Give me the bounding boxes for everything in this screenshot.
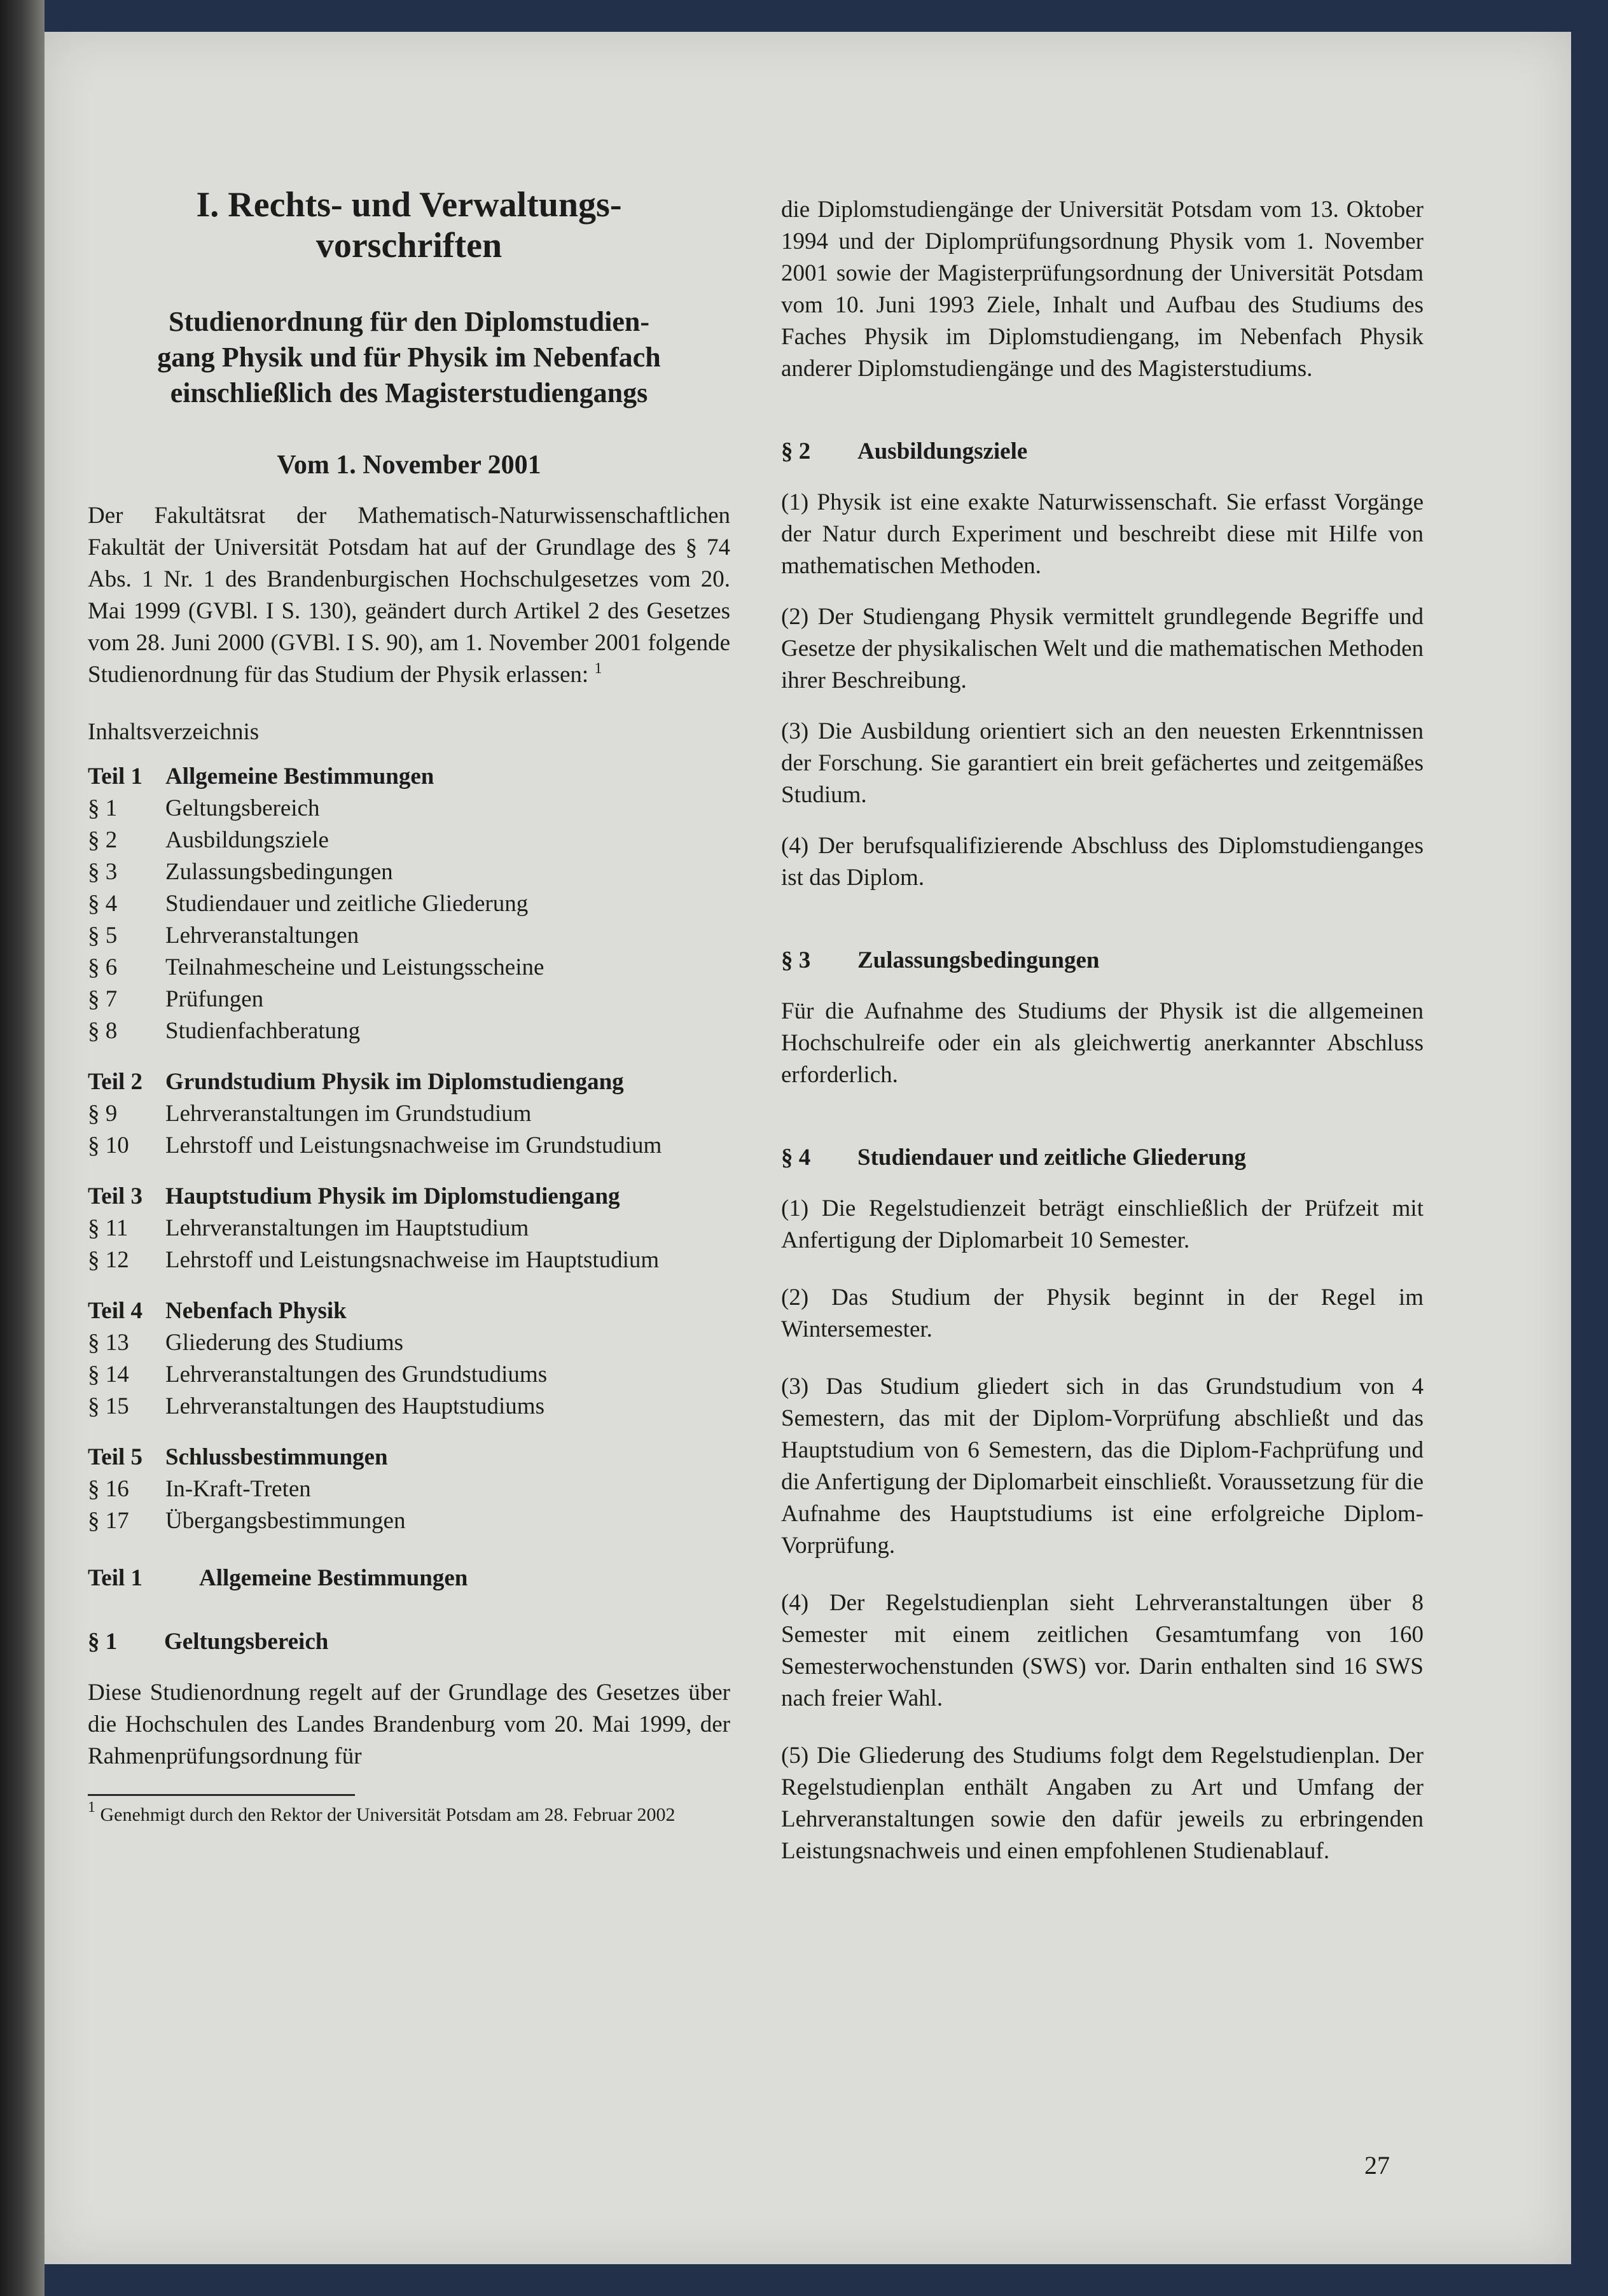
toc-item: § 2 Ausbildungsziele bbox=[88, 827, 329, 853]
title-line1: Studienordnung für den Diplomstudien- bbox=[169, 306, 649, 337]
toc-item: § 9 Lehrveranstaltungen im Grundstudium bbox=[88, 1101, 532, 1127]
toc-group bbox=[88, 1295, 730, 1423]
toc-item: § 16 In-Kraft-Treten bbox=[88, 1476, 311, 1502]
footnote-ref: 1 bbox=[594, 660, 602, 677]
toc-group bbox=[88, 1066, 730, 1162]
toc-item: § 13 Gliederung des Studiums bbox=[88, 1330, 404, 1356]
toc-group bbox=[88, 1181, 730, 1276]
toc-group-num: Teil 1 bbox=[88, 763, 143, 790]
toc-item: § 11 Lehrveranstaltungen im Hauptstudium bbox=[88, 1215, 529, 1241]
section-4-heading: § 4 Studiendauer und zeitliche Gliederung bbox=[781, 1145, 1246, 1171]
title-line2: gang Physik und für Physik im Nebenfach bbox=[157, 342, 661, 373]
toc-item: § 5 Lehrveranstaltungen bbox=[88, 922, 359, 949]
toc-item: § 10 Lehrstoff und Leistungsnachweise im Grundstudium bbox=[88, 1132, 662, 1158]
right-column bbox=[781, 194, 1424, 1867]
toc-group-num: Teil 2 bbox=[88, 1069, 143, 1095]
document-title bbox=[88, 304, 730, 411]
page-number: 27 bbox=[1364, 2151, 1390, 2180]
section-4-para: (5) Die Gliederung des Studiums folgt dem Regelstudienplan. Der Regelstudienplan enthält Angaben zu Art und Umfang der Lehrveranstaltungen sowie den dafür jeweils zu erbringenden Leistungsnachweis und einen empfohlenen Studienablauf. bbox=[781, 1743, 1424, 1864]
toc-title: Inhaltsverzeichnis bbox=[88, 719, 260, 745]
section-2-para: (4) Der berufsqualifizierende Abschluss des Diplomstudienganges ist das Diplom. bbox=[781, 833, 1424, 891]
toc-item: § 17 Übergangsbestimmungen bbox=[88, 1508, 406, 1534]
toc-item: § 4 Studiendauer und zeitliche Gliederung bbox=[88, 891, 529, 917]
section-4-para: (4) Der Regelstudienplan sieht Lehrveranstaltungen über 8 Semester mit einem zeitlichen Gesamtumfang von 160 Semesterwochenstunden (SWS) vor. Darin enthalten sind 16 SWS nach freier Wahl. bbox=[781, 1590, 1424, 1711]
toc-group-title: Nebenfach Physik bbox=[165, 1298, 347, 1324]
toc-group-num: Teil 5 bbox=[88, 1444, 143, 1470]
section-4-para: (1) Die Regelstudienzeit beträgt einschließlich der Prüfzeit mit Anfertigung der Diplomarbeit 10 Semester. bbox=[781, 1195, 1424, 1253]
main-heading bbox=[88, 184, 730, 266]
title-line3: einschließlich des Magisterstudiengangs bbox=[170, 377, 648, 408]
toc-item: § 3 Zulassungsbedingungen bbox=[88, 859, 393, 885]
toc-item: § 15 Lehrveranstaltungen des Hauptstudiums bbox=[88, 1393, 544, 1419]
section-3-text: Für die Aufnahme des Studiums der Physik ist die allgemeinen Hochschulreife oder ein als gleichwertig anerkannter Abschluss erforderlich. bbox=[781, 998, 1424, 1088]
intro-text: Der Fakultätsrat der Mathematisch-Naturwissenschaftlichen Fakultät der Universität Potsdam hat auf der Grundlage des § 74 Abs. 1 Nr. 1 des Brandenburgischen Hochschulgesetzes vom 20. Mai 1999 (GVBl. I S. 130), geändert durch Artikel 2 des Gesetzes vom 28. Juni 2000 (GVBl. I S. 90), am 1. November 2001 folgende Studienordnung für das Studium der Physik erlassen: bbox=[88, 503, 730, 688]
section-1-text: Diese Studienordnung regelt auf der Grundlage des Gesetzes über die Hochschulen des Landes Brandenburg vom 20. Mai 1999, der Rahmenprüfungsordnung für bbox=[88, 1680, 730, 1769]
footnote-number: 1 bbox=[88, 1799, 95, 1816]
section-3-heading: § 3 Zulassungsbedingungen bbox=[781, 947, 1100, 973]
toc-group-title: Allgemeine Bestimmungen bbox=[165, 763, 434, 790]
toc-group bbox=[88, 1442, 730, 1537]
toc-group-num: Teil 4 bbox=[88, 1298, 143, 1324]
toc-group-num: Teil 3 bbox=[88, 1183, 143, 1209]
main-heading-line1: I. Rechts- und Verwaltungs- bbox=[196, 185, 622, 225]
part1-heading: Teil 1 Allgemeine Bestimmungen bbox=[88, 1565, 468, 1591]
book-spine bbox=[0, 0, 45, 2296]
section-2-para: (1) Physik ist eine exakte Naturwissenschaft. Sie erfasst Vorgänge der Natur durch Experiment und beschreibt diese mit Hilfe von mathematischen Methoden. bbox=[781, 489, 1424, 579]
document-date: Vom 1. November 2001 bbox=[277, 450, 541, 480]
toc-item: § 12 Lehrstoff und Leistungsnachweise im Hauptstudium bbox=[88, 1247, 660, 1273]
toc-item: § 6 Teilnahmescheine und Leistungsscheine bbox=[88, 954, 544, 980]
footnote bbox=[88, 1799, 730, 1828]
continuation-paragraph: die Diplomstudiengänge der Universität Potsdam vom 13. Oktober 1994 und der Diplomprüfungsordnung Physik vom 1. November 2001 sowie der Magisterprüfungsordnung der Universität Potsdam vom 10. Juni 1993 Ziele, Inhalt und Aufbau des Studiums des Faches Physik im Diplomstudiengang, im Nebenfach Physik anderer Diplomstudiengänge und des Magisterstudiums. bbox=[781, 197, 1424, 382]
intro-paragraph bbox=[88, 500, 730, 691]
section-2-para: (3) Die Ausbildung orientiert sich an den neuesten Erkenntnissen der Forschung. Sie garantiert ein breit gefächertes und zeitgemäßes Studium. bbox=[781, 718, 1424, 808]
footnote-divider bbox=[88, 1794, 355, 1796]
toc-item: § 7 Prüfungen bbox=[88, 986, 264, 1012]
section-2-para: (2) Der Studiengang Physik vermittelt grundlegende Begriffe und Gesetze der physikalischen Welt und die mathematischen Methoden ihrer Beschreibung. bbox=[781, 604, 1424, 693]
left-column bbox=[88, 184, 730, 1828]
toc-item: § 1 Geltungsbereich bbox=[88, 795, 320, 821]
section-1-heading: § 1 Geltungsbereich bbox=[88, 1629, 329, 1655]
toc-group-title: Hauptstudium Physik im Diplomstudiengang bbox=[165, 1183, 620, 1209]
section-2-heading: § 2 Ausbildungsziele bbox=[781, 438, 1028, 464]
toc-item: § 8 Studienfachberatung bbox=[88, 1018, 361, 1044]
toc-group bbox=[88, 761, 730, 1047]
section-4-para: (2) Das Studium der Physik beginnt in der Regel im Wintersemester. bbox=[781, 1284, 1424, 1342]
toc-group-title: Schlussbestimmungen bbox=[165, 1444, 388, 1470]
footnote-text: Genehmigt durch den Rektor der Universität Potsdam am 28. Februar 2002 bbox=[100, 1804, 676, 1825]
main-heading-line2: vorschriften bbox=[315, 226, 502, 265]
section-4-para: (3) Das Studium gliedert sich in das Grundstudium von 4 Semestern, das mit der Diplom-Vorprüfung abschließt und das Hauptstudium von 6 Semestern, das die Diplom-Fachprüfung und die Anfertigung der Diplomarbeit einschließt. Voraussetzung für die Aufnahme des Hauptstudiums ist eine erfolgreiche Diplom-Vorprüfung. bbox=[781, 1374, 1424, 1559]
document-page bbox=[45, 32, 1571, 2264]
toc-item: § 14 Lehrveranstaltungen des Grundstudiums bbox=[88, 1361, 548, 1388]
toc-group-title: Grundstudium Physik im Diplomstudiengang bbox=[165, 1069, 624, 1095]
